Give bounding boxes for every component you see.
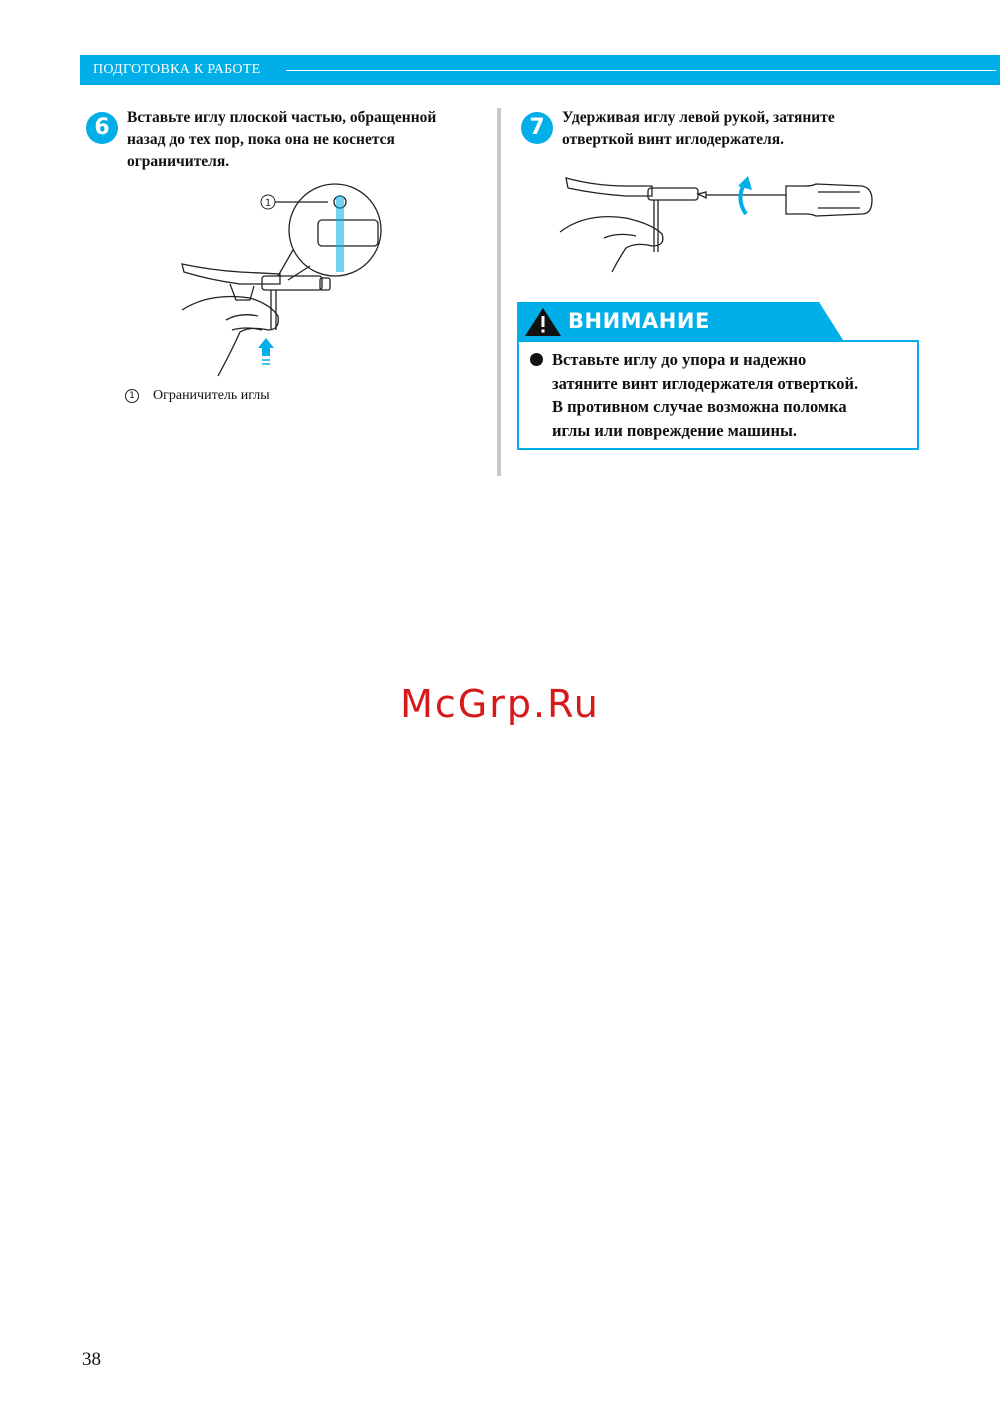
caution-title: ВНИМАНИЕ [568, 309, 710, 333]
caution-line: Вставьте иглу до упора и надежно [552, 350, 807, 369]
caption-number: 1 [125, 389, 139, 403]
page-number: 38 [82, 1349, 101, 1370]
caution-line: В противном случае возможна поломка [552, 397, 847, 416]
caution-line: иглы или повреждение машины. [552, 420, 798, 440]
step-6-badge: 6 [86, 112, 118, 144]
figure-caption [125, 388, 270, 404]
section-title: ПОДГОТОВКА К РАБОТЕ [93, 62, 261, 77]
step-6-line: назад до тех пор, пока она не коснется [127, 131, 395, 148]
bullet-icon [530, 353, 543, 366]
step-7-text [562, 107, 922, 151]
step-6-line: ограничителя. [127, 153, 230, 170]
screwdriver-figure [556, 172, 876, 282]
needle-insertion-figure [170, 180, 400, 390]
watermark: McGrp.Ru [400, 682, 600, 726]
caption-text: Ограничитель иглы [153, 388, 270, 403]
step-6-text [127, 107, 487, 173]
step-6-line: Вставьте иглу плоской частью, обращенной [127, 109, 437, 126]
caution-text [552, 348, 912, 442]
step-7-line: Удерживая иглу левой рукой, затяните [562, 109, 835, 126]
step-7-badge: 7 [521, 112, 553, 144]
column-divider [497, 108, 501, 476]
figure-callout-number: 1 [264, 198, 272, 209]
header-rule [286, 70, 996, 71]
step-7-line: отверткой винт иглодержателя. [562, 131, 785, 148]
caution-line: затяните винт иглодержателя отверткой. [552, 373, 859, 393]
